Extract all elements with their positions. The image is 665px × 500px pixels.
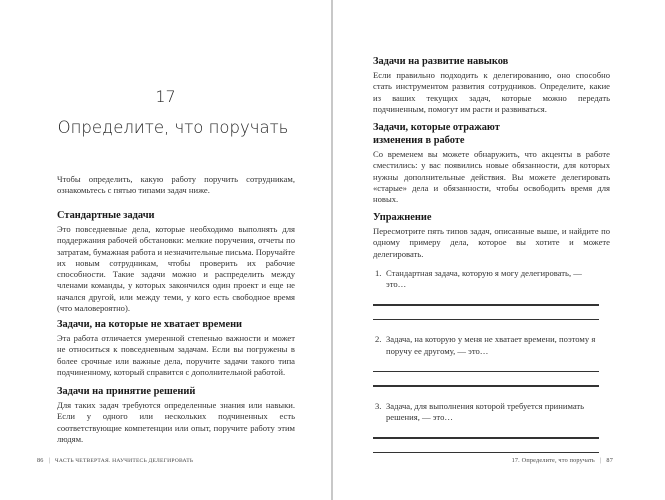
section-no-time-tasks (57, 318, 295, 378)
section-heading: Упражнение (373, 212, 432, 223)
right-page (333, 0, 665, 500)
section-body: Пересмотрите пять типов задач, описанные выше, и найдите по одному примеру дела, которое вы хотите и можете делегировать. (373, 226, 610, 259)
running-head: 17. Определите, что поручать (511, 457, 595, 464)
running-head: ЧАСТЬ ЧЕТВЕРТАЯ. НАУЧИТЕСЬ ДЕЛЕГИРОВАТЬ (55, 458, 194, 464)
exercise-item (373, 401, 610, 424)
section-heading: Задачи, на которые не хватает времени (57, 319, 243, 330)
section-heading: Стандартные задачи (57, 210, 155, 221)
exercise-item (373, 334, 610, 357)
chapter-title: Определите, что поручать (57, 118, 289, 137)
section-body: Это повседневные дела, которые необходимо выполнять для поддержания рабочей обстановки: мелкие поручения, отчеты по затратам, бумажная работа и незначительные письма. Поручайте их новым сотрудникам, чтобы проверить их рабочие способности. Такие задачи можно и распределить между членами команды, у которых закончился один проект и еще не начался другой, или между теми, у кого есть свободное время (что маловероятно). (57, 224, 295, 314)
answer-line[interactable] (373, 452, 599, 453)
section-heading: Задачи на развитие навыков (373, 56, 509, 67)
exercise-number: 3. (375, 400, 382, 411)
exercise-text: Задача, на которую у меня не хватает времени, поэтому я поручу ее другому, — это… (386, 334, 596, 356)
intro-paragraph: Чтобы определить, какую работу поручить сотрудникам, ознакомьтесь с пятью типами задач ниже. (57, 174, 295, 196)
left-page (0, 0, 331, 500)
answer-line[interactable] (373, 319, 599, 320)
section-body: Эта работа отличается умеренной степенью важности и может не относиться к повседневным задачам. Если вы погружены в более срочные или важные дела, поручите задачи такого типа подчиненному, который справится с дополнительной работой. (57, 333, 295, 377)
section-skill-tasks (373, 55, 610, 115)
answer-line[interactable] (373, 304, 599, 305)
section-decision-tasks (57, 385, 295, 445)
section-body: Со временем вы можете обнаружить, что акценты в работе сместились: у вас появились новые обязанности, для которых нужны дополнительные действия. Вы можете делегировать «старые» дела и обязанности, чтобы освободить время для новых. (373, 149, 610, 205)
exercise-item (373, 268, 610, 291)
left-page-footer (37, 457, 193, 464)
page-number: 86 (37, 457, 44, 464)
chapter-number: 17 (155, 87, 176, 106)
section-change-tasks (373, 121, 610, 205)
section-body: Для таких задач требуются определенные знания или навыки. Если у одного или нескольких подчиненных есть соответствующие компетенции или опыт, поручите работу этим людям. (57, 400, 295, 444)
section-exercise (373, 211, 610, 453)
exercise-number: 1. (375, 267, 382, 278)
exercise-text: Задача, для выполнения которой требуется принимать решения, — это… (386, 400, 585, 422)
answer-line[interactable] (373, 371, 599, 372)
exercise-list (373, 268, 610, 453)
section-heading: Задачи, которые отражают изменения в работе (373, 122, 500, 146)
section-standard-tasks (57, 209, 295, 314)
page-number: 87 (606, 457, 613, 464)
answer-line[interactable] (373, 385, 599, 386)
section-body: Если правильно подходить к делегированию, оно способно стать инструментом развития сотрудников. Определите, какие из ваших текущих задач, которые можно передать подчиненным, помогут им расти и развиваться. (373, 70, 610, 114)
answer-line[interactable] (373, 437, 599, 438)
exercise-text: Стандартная задача, которую я могу делегировать, — это… (386, 267, 582, 290)
footer-separator: | (599, 457, 602, 464)
exercise-number: 2. (375, 334, 382, 345)
right-page-footer (512, 457, 613, 464)
section-heading: Задачи на принятие решений (57, 386, 196, 397)
footer-separator: | (48, 457, 51, 464)
intro-block (57, 174, 295, 197)
